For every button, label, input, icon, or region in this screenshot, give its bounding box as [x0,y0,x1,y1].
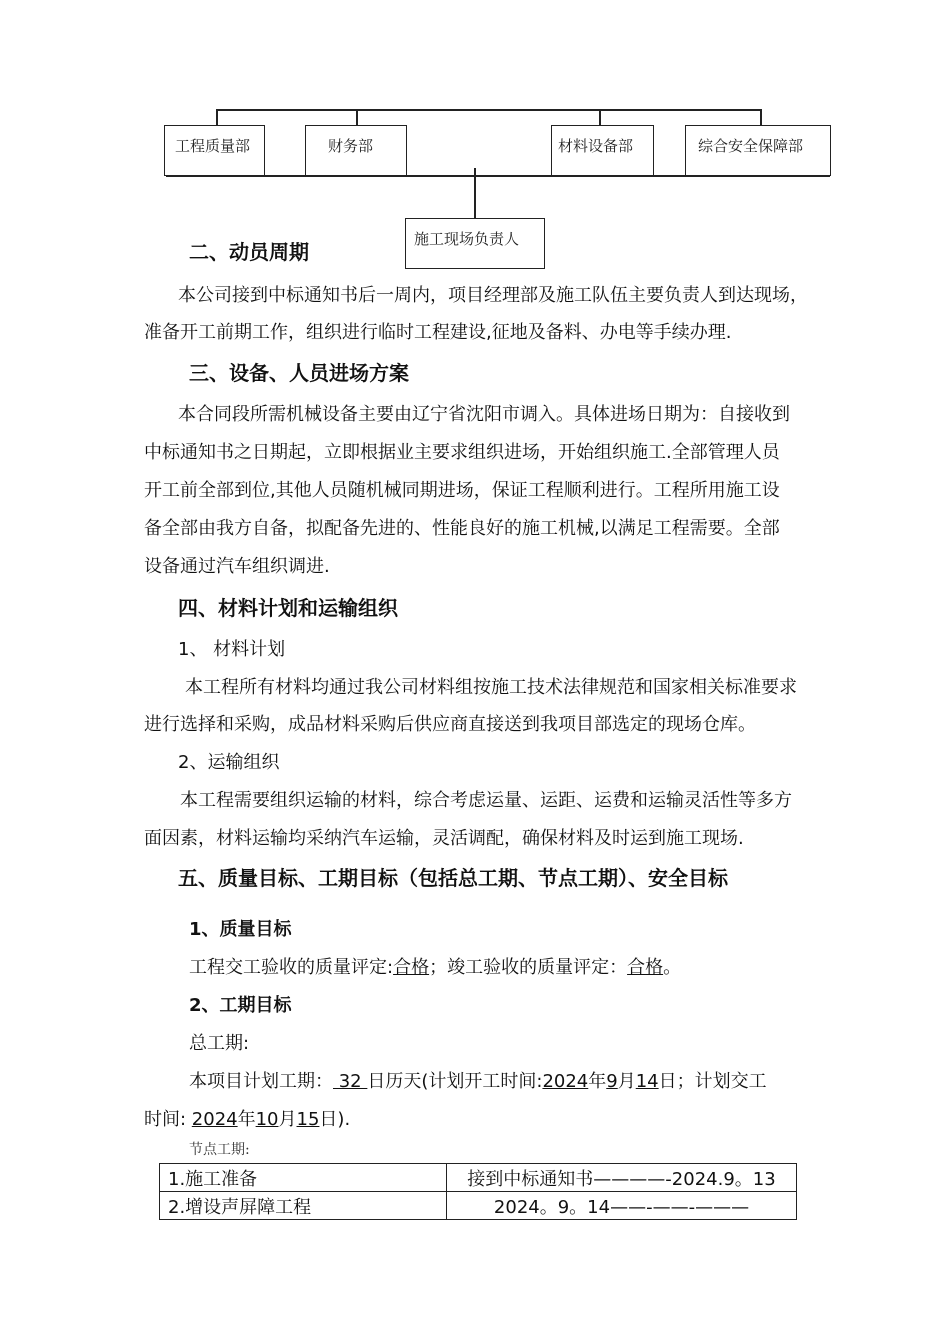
section3-line-5: 设备通过汽车组织调进. [144,556,330,577]
plan-days: 32 [333,1071,368,1092]
plan-end-day: 15 [296,1109,320,1130]
org-box-site-leader-label: 施工现场负责人 [414,230,520,248]
quality-middle: ；竣工验收的质量评定： [429,957,628,978]
section3-line-1: 本合同段所需机械设备主要由辽宁省沈阳市调入。具体进场日期为：自接收到 [178,404,790,425]
section4-heading: 四、材料计划和运输组织 [178,596,398,620]
org-drop-quality [216,109,218,126]
org-drop-site [474,168,476,219]
section3-heading: 三、设备、人员进场方案 [189,361,409,385]
nodes-label: 节点工期: [189,1142,250,1158]
quality-target-heading: 1、质量目标 [189,919,292,940]
org-box-finance [305,125,407,176]
org-box-quality-label: 工程质量部 [175,137,251,155]
section4-sub1-line-2: 进行选择和采购，成品材料采购后供应商直接送到我项目部选定的现场仓库。 [144,714,756,735]
plan-yue2: 月 [278,1109,297,1130]
org-drop-materials [599,109,601,126]
plan-days-unit: 日历天(计划开工时间: [367,1071,543,1092]
plan-line2-prefix: 时间: [144,1109,192,1130]
section3-line-2: 中标通知书之日期起，立即根据业主要求组织进场，开始组织施工.全部管理人员 [144,442,780,463]
org-drop-safety [760,109,762,126]
milestone-table [159,1163,797,1220]
plan-start-month: 9 [606,1071,618,1092]
table-row [160,1164,797,1192]
quality-handover-grade: 合格 [393,957,430,978]
table-row [160,1192,797,1220]
quality-completion-grade: 合格 [627,957,664,978]
plan-start-year: 2024 [542,1071,589,1092]
section4-sub2-line-1: 本工程需要组织运输的材料，综合考虑运量、运距、运费和运输灵活性等多方 [180,790,792,811]
plan-start-day: 14 [635,1071,659,1092]
quality-suffix: 。 [663,957,682,978]
section4-sub1-line-1: 本工程所有材料均通过我公司材料组按施工技术法律规范和国家相关标准要求 [185,677,797,698]
plan-ri: 日；计划交工 [658,1071,767,1092]
section2-line-2: 准备开工前期工作，组织进行临时工程建设,征地及备料、办电等手续办理. [144,322,732,343]
org-box-finance-label: 财务部 [328,137,374,155]
org-drop-finance [356,109,358,126]
section2-heading: 二、动员周期 [189,240,309,264]
plan-ri-end: 日). [319,1109,351,1130]
milestone-period: 接到中标通知书————-2024.9。13 [447,1164,797,1192]
plan-nian2: 年 [237,1109,256,1130]
section4-sub1: 1、 材料计划 [178,639,286,660]
section2-line-1: 本公司接到中标通知书后一周内，项目经理部及施工队伍主要负责人到达现场， [178,285,808,306]
milestone-name: 1.施工准备 [160,1164,447,1192]
section4-sub2: 2、运输组织 [178,752,280,773]
total-duration-label: 总工期: [189,1033,250,1054]
org-top-connector [216,109,761,111]
org-box-materials [551,125,654,176]
schedule-target-heading: 2、工期目标 [189,995,292,1016]
quality-target-line [189,953,681,979]
milestone-name: 2.增设声屏障工程 [160,1192,447,1220]
org-box-safety [685,125,831,176]
plan-nian: 年 [588,1071,607,1092]
section3-line-3: 开工前全部到位,其他人员随机械同期进场，保证工程顺利进行。工程所用施工设 [144,480,780,501]
org-box-safety-label: 综合安全保障部 [698,137,804,155]
section5-heading: 五、质量目标、工期目标（包括总工期、节点工期）、安全目标 [178,866,728,890]
org-box-materials-label: 材料设备部 [558,137,634,155]
org-box-quality [164,125,265,176]
quality-prefix: 工程交工验收的质量评定: [189,957,394,978]
milestone-period: 2024。9。14——-——-——— [447,1192,797,1220]
section3-line-4: 备全部由我方自备，拟配备先进的、性能良好的施工机械,以满足工程需要。全部 [144,518,780,539]
plan-end-month: 10 [255,1109,279,1130]
plan-prefix: 本项目计划工期： [189,1071,333,1092]
plan-yue: 月 [617,1071,636,1092]
plan-line-2 [144,1105,350,1131]
plan-line-1 [189,1067,767,1093]
org-box-site-leader [405,218,545,269]
plan-end-year: 2024 [191,1109,238,1130]
section4-sub2-line-2: 面因素，材料运输均采纳汽车运输，灵活调配，确保材料及时运到施工现场. [144,828,744,849]
